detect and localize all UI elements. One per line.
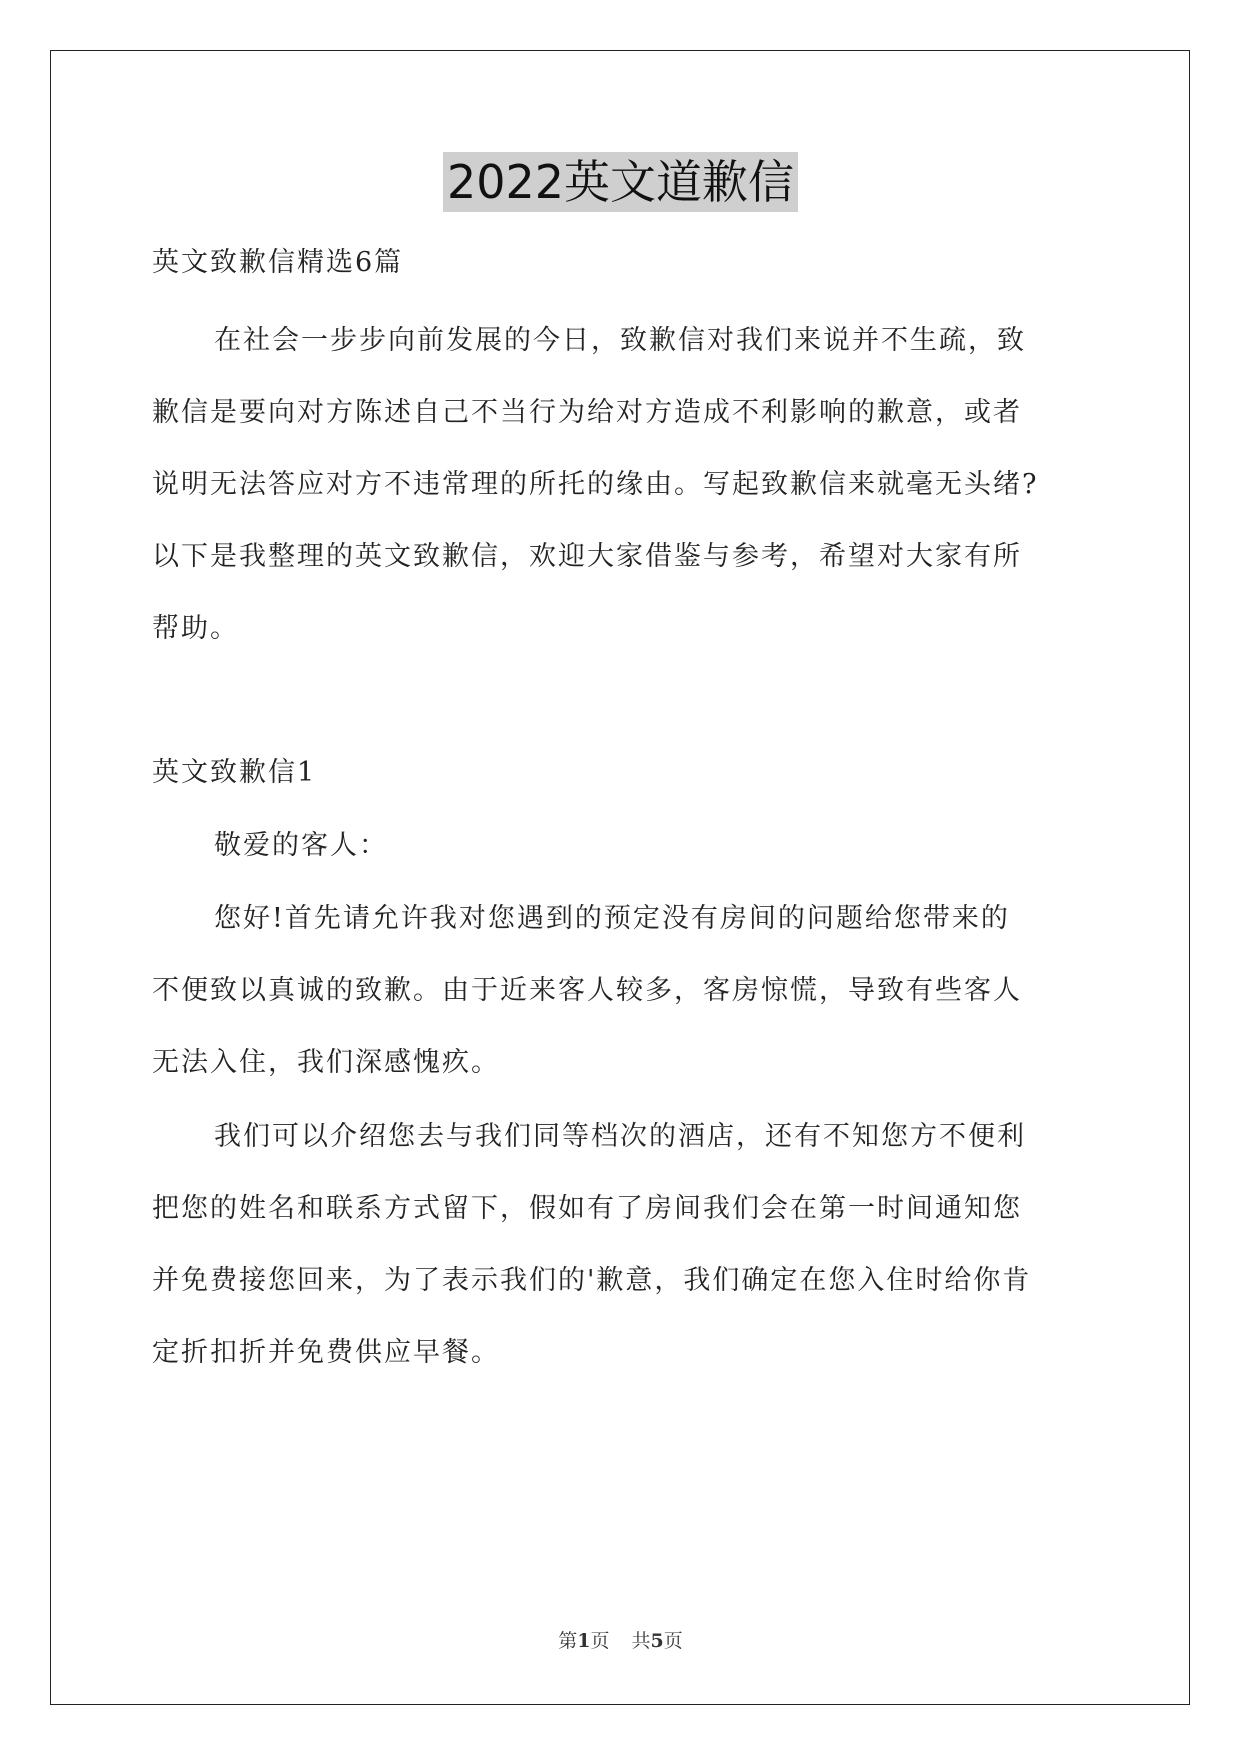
intro-line: 歉信是要向对方陈述自己不当行为给对方造成不利影响的歉意，或者 bbox=[152, 397, 1022, 428]
document-title-wrap bbox=[0, 152, 1241, 212]
intro-line: 说明无法答应对方不违常理的所托的缘由。写起致歉信来就毫无头绪? bbox=[152, 469, 1039, 500]
section-heading: 英文致歉信1 bbox=[152, 757, 317, 788]
paragraph-line: 定折扣折并免费供应早餐。 bbox=[152, 1337, 500, 1368]
page-prefix: 第 bbox=[558, 1630, 578, 1652]
paragraph-line: 不便致以真诚的致歉。由于近来客人较多，客房惊慌，导致有些客人 bbox=[152, 975, 1022, 1006]
subtitle: 英文致歉信精选6篇 bbox=[152, 247, 404, 278]
page-border bbox=[50, 50, 1190, 1705]
page-suffix: 页 bbox=[590, 1630, 610, 1652]
paragraph-line: 您好!首先请允许我对您遇到的预定没有房间的问题给您带来的 bbox=[214, 903, 1010, 934]
paragraph-line: 把您的姓名和联系方式留下，假如有了房间我们会在第一时间通知您 bbox=[152, 1193, 1022, 1224]
document-title: 2022英文道歉信 bbox=[443, 152, 798, 212]
page-total: 5 bbox=[650, 1630, 664, 1652]
intro-line: 在社会一步步向前发展的今日，致歉信对我们来说并不生疏，致 bbox=[214, 325, 1026, 356]
paragraph-line: 无法入住，我们深感愧疚。 bbox=[152, 1047, 500, 1078]
salutation: 敬爱的客人： bbox=[214, 830, 388, 861]
paragraph-line: 并免费接您回来，为了表示我们的'歉意，我们确定在您入住时给你肯 bbox=[152, 1265, 1032, 1296]
intro-line: 帮助。 bbox=[152, 613, 239, 644]
page-footer bbox=[0, 1626, 1241, 1653]
total-suffix: 页 bbox=[663, 1630, 683, 1652]
intro-line: 以下是我整理的英文致歉信，欢迎大家借鉴与参考，希望对大家有所 bbox=[152, 541, 1022, 572]
paragraph-line: 我们可以介绍您去与我们同等档次的酒店，还有不知您方不便利 bbox=[214, 1121, 1026, 1152]
total-prefix: 共 bbox=[631, 1630, 651, 1652]
page-current: 1 bbox=[577, 1630, 591, 1652]
